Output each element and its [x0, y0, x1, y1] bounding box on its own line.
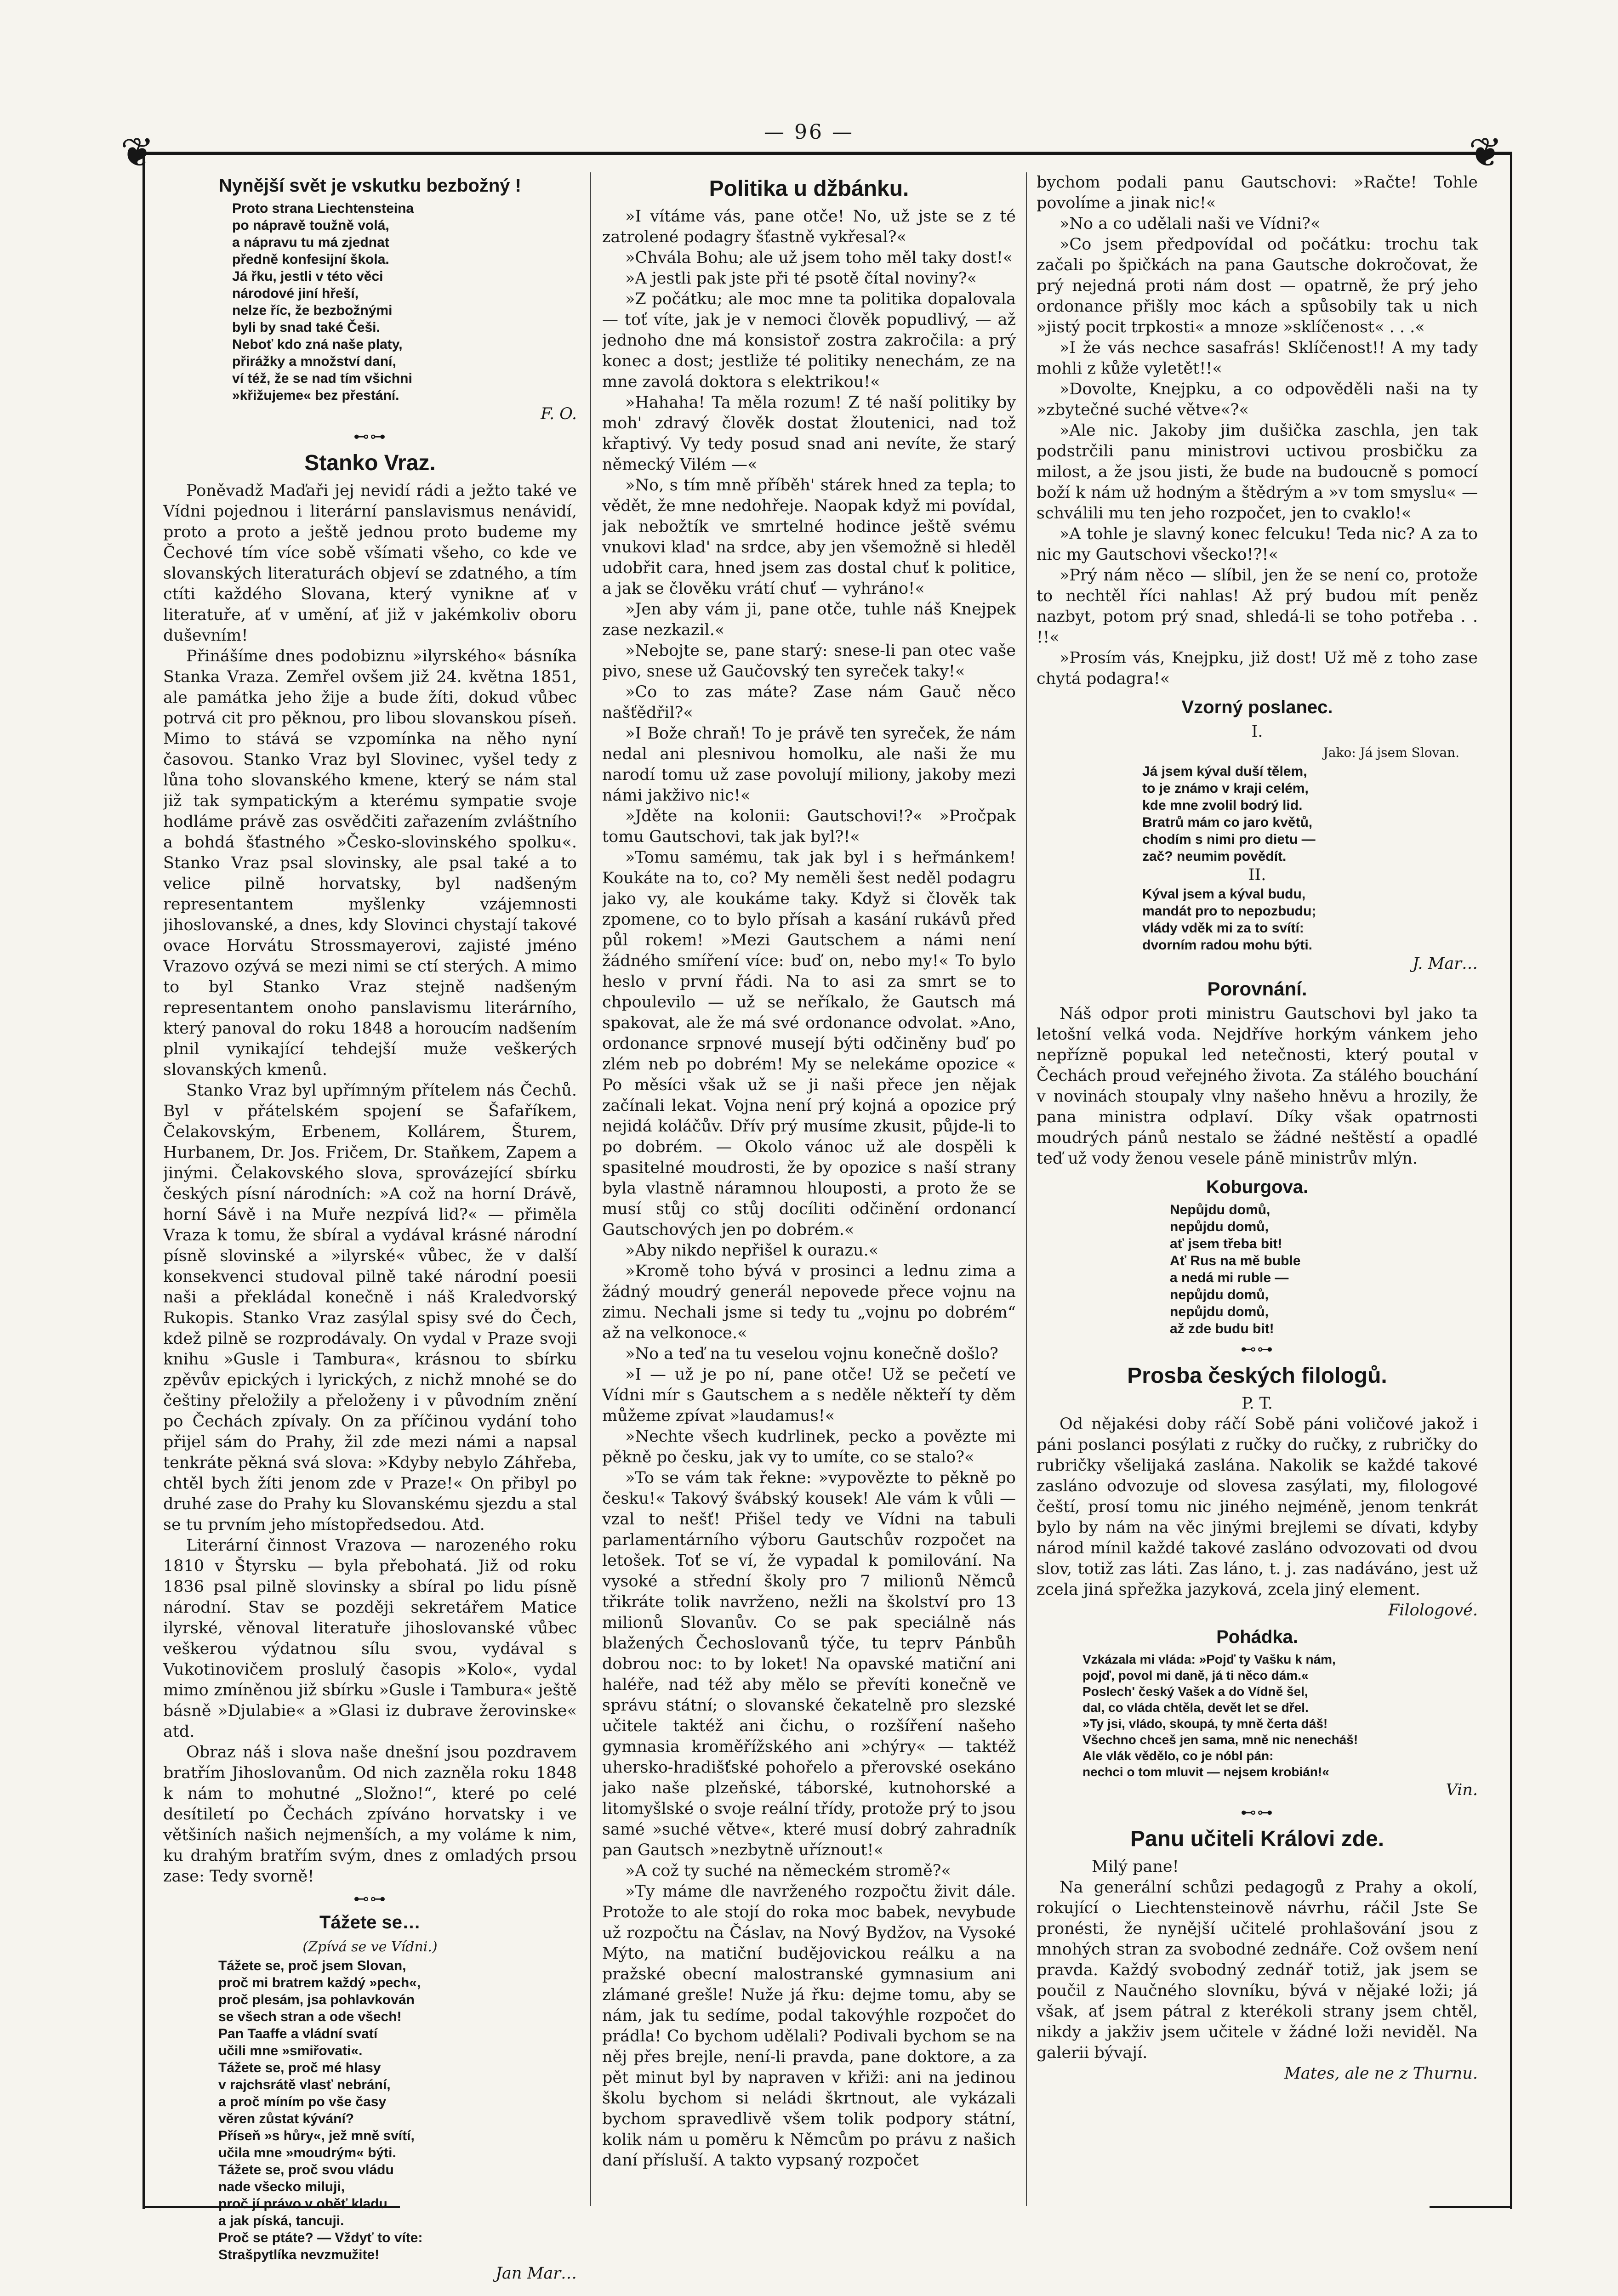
verse-line: a nápravu tu má zjednat [232, 235, 389, 250]
verse-line: proč jí právo v oběť kladu [218, 2196, 387, 2211]
article-paragraph: Obraz náš i slova naše dnešní jsou pozdravem bratřím Jihoslovanům. Od nich zazněla roku 1848 k nám to mohutné „Složno!“, které po celé desítiletí po Čechách zpíváno horvatsky i ve většiních našich nejmenších, a my voláme k nim, ku drahým bratřím svým, dnes z omladých prsou zase: Tedy svorně! [163, 1743, 577, 1886]
article-paragraph: »Jděte na kolonii: Gautschovi!?« »Pročpak tomu Gautschovi, tak jak byl?!« [602, 807, 1016, 846]
verse-line: národové jiní hřeší, [232, 286, 359, 301]
verse-line: ví též, že se nad tím všichni [232, 371, 412, 386]
poem-stanza [1037, 886, 1478, 954]
article-paragraph: »No a co udělali naši ve Vídni?« [1060, 215, 1321, 233]
verse-line: a nedá mi ruble — [1170, 1270, 1289, 1285]
article-paragraph: »No, s tím mně příběh' stárek hned za tepla; to vědět, že mne nedohřeje. Naopak když mi povídal, jak nebožtík ve smrtelné hodince ještě svému vnukovi klad' na srdce, aby jen všemožně si hleděl udobřit cara, hned jsem zas dostal chuť k politice, a jak se člověku vrátí chuť — vyhráno!« [602, 476, 1016, 598]
poem-title: Nynější svět je vskutku bezbožný ! [219, 176, 521, 196]
verse-line: nepůjdu domů, [1170, 1287, 1269, 1302]
article-paragraph: »Ty máme dle navrženého rozpočtu živit dále. Protože to ale stojí do roka moc babek, nevybude už rozpočtu na Čáslav, na Nový Bydžov, na Vysoké Mýto, na matiční budějovickou reálku a na pražské obecní malostranské gymnasium ani zlámané grešle! Nuže já řku: dejme tomu, aby se nám, jak tu sedíme, podal takovýhle rozpočet do prádla! Co bychom udělali? Podivali bychom se na něj přes brejle, není-li pravda, pane doktore, a za pět minut byl by napraven v křiži: ani na jedinou školu bychom si neládi škrtnout, ale vykázali bychom spravedlivě všem tolik podpory státní, kolik nám u poměru k Němcům po právu z našich daní přísluší. A takto vypsaný rozpočet [602, 1882, 1016, 2170]
column-left [163, 172, 577, 2296]
verse-line: věren zůstat kývání? [218, 2111, 354, 2126]
column-divider [590, 172, 591, 2206]
poem-section-number: I. [1251, 722, 1263, 741]
poem-stanza [1037, 763, 1478, 865]
verse-line: Já řku, jestli v této věci [232, 269, 383, 284]
poem-signature: F. O. [541, 405, 577, 423]
poem-subtitle: (Zpívá se ve Vídni.) [302, 1939, 438, 1955]
article-paragraph: bychom podali panu Gautschovi: »Račte! Tohle povolíme a jinak nic!« [1037, 173, 1478, 212]
verse-line: Pan Taaffe a vládní svatí [218, 2026, 378, 2041]
article-paragraph: »Co jsem předpovídal od počátku: trochu tak začali po špičkách na pana Gautsche dokročovat, že prý nejedná proti nám dost — opatrně, že prý jeho ordonance přišly moc kách a spůsobily tak u nich »jistý pocit trpkosti« a mnoze »sklíčenost« . . .« [1037, 235, 1478, 336]
verse-line: Poslech' český Vašek a do Vídně šel, [1082, 1684, 1308, 1699]
verse-line: nepůjdu domů, [1170, 1304, 1269, 1319]
article-paragraph: »Nebojte se, pane starý: snese-li pan otec vaše pivo, snese už Gaučovský ten syreček taky!« [602, 642, 1016, 681]
poem-title: Koburgova. [1206, 1177, 1309, 1197]
verse-line: až zde budu bit! [1170, 1321, 1274, 1336]
divider-ornament-icon: ⊷⊶ [353, 1890, 387, 1908]
verse-line: Strašpytlíka nevzmužite! [218, 2247, 380, 2262]
article-title: Politika u džbánku. [709, 176, 909, 201]
verse-line: dal, co vláda chtěla, devět let se dřel. [1082, 1700, 1309, 1715]
article-paragraph: »Ale nic. Jakoby jim dušička zaschla, jen tak podstrčili panu ministrovi uctivou prosbičku za milost, a že jsou jisti, že bude na budoucně s pomocí boží k nám už hodným a štědrým a »v tom smyslu« — schválili mu ten jeho rozpočet, jen to cvaklo!« [1037, 421, 1478, 523]
article-paragraph: »Z počátku; ale moc mne ta politika dopalovala — toť víte, jak je v nemoci člověk popudlivý, — až jednoho dne má konsistoř zostra zakročila: a prý konec a dost; jestliže té politiky nenechám, ze na mne zavolá doktora s elektrikou!« [602, 290, 1016, 391]
article-paragraph: »I vítáme vás, pane otče! No, už jste se z té zatrolené podagry šťastně vykřesal?« [602, 207, 1016, 246]
verse-line: »křižujeme« bez přestání. [232, 388, 399, 403]
article-paragraph: »No a teď na tu veselou vojnu konečně došlo? [625, 1345, 998, 1363]
article-subtitle: P. T. [1241, 1394, 1273, 1413]
divider-ornament-icon: ⊷⊶ [1241, 1340, 1274, 1358]
verse-line: nelze říc, že bezbožnými [232, 303, 393, 318]
verse-line: proč plesám, jsa pohlavkován [218, 1992, 415, 2007]
verse-line: v rajchsrátě vlasť nebrání, [218, 2077, 391, 2092]
poem-title: Tážete se… [319, 1912, 421, 1932]
article-paragraph: Přinášíme dnes podobiznu »ilyrského« básníka Stanka Vraza. Zemřel ovšem již 24. května 1851, ale památka jeho žije a bude žíti, dokud vůbec potrvá cit pro pěknou, pro libou slovanskou píseň. Mimo to stává se vzpomínka na něho nyní časovou. Stanko Vraz byl Slovinec, vyšel tedy z lůna toho slovanského kmene, který se nám stal již tak sympatickým a kterému sympatie svoje hodláme právě zas osvědčiti zařazením zvláštního a bohdá šťastného »Česko-slovinského spolku«. Stanko Vraz psal slovinsky, ale psal také a to velice pilně horvatsky, byl nadšeným representantem myšlenky vzájemnosti jihoslovanské, a dnes, kdy Slovinci chystají takové ovace Horvátu Strossmayerovi, zajisté jméno Vrazovo ozývá se mezi nimi se ctí sterých. A mimo to byl Stanko Vraz stejně nadšeným representantem onoho panslavismu literárního, který panoval do roku 1848 a horoucím nadšením plnil vynikající tehdejší muže veškerých slovanských kmenů. [163, 647, 577, 1079]
article-paragraph: »To se vám tak řekne: »vypovězte to pěkně po česku!« Takový švábský kousek! Ale vám k vůli — vzal to nešť! Přišel tedy ve Vídni na tabuli parlamentárního výboru Gautschův rozpočet na letošek. Toť se ví, že vypadal k pomilování. Na vysoké a střední školy pro 7 milionů Němců třikráte tolik navrženo, nežli na školství pro 13 milionů Slovanův. Co se pak speciálně nás blažených Čechoslovanů týče, tu teprv Pánbůh dobrou noc: to by loket! Na opavské matiční ani haléře, nad též aby mělo se převíti konečně ve správu státní; o slovanské čekatelně pro slezské učitele taktéž ani čichu, o rozšíření našeho gymnasia kroměřížského ani »chýry« — taktéž uhersko-hradišťské pohořelo a přerovské osekáno jako naše plzeňské, táborské, kutnohorské a litomyšlské o svoje reální třídy, protože prý to jsou samé »suché větve«, které musí dobrý zahradník pan Gautsch »nezbytně uříznout!« [602, 1469, 1016, 1859]
verse-line: to je známo v kraji celém, [1142, 781, 1309, 796]
letter-greeting: Milý pane! [1092, 1858, 1179, 1876]
divider-ornament-icon: ⊷⊶ [353, 427, 387, 446]
verse-line: Proč se ptáte? — Vždyť to víte: [218, 2230, 423, 2245]
article-paragraph: Od nějakési doby ráčí Sobě páni voličové jakož i páni poslanci posýlati z ručky do ručky, z rubričky do rubričky všelijaká zaslána. Nakolik se každé takové zasláno odvozuje od slovesa zasýlati, my, filologové čeští, prosí tomu nic jiného nejméně, jenom tenkrát bylo by nám na věc jinými brejlemi se dívati, kdyby národ mínil každé takové zasláno odvozovati od dvou slov, totiž zas láti. Zas láno, t. j. zas nadáváno, jest už zcela jiná spřežka jazyková, zcela jiný element. [1037, 1415, 1478, 1599]
article-title: Stanko Vraz. [304, 451, 436, 475]
poem-title: Pohádka. [1216, 1627, 1298, 1647]
article-paragraph: Stanko Vraz byl upřímným přítelem nás Čechů. Byl v přátelském spojení se Šafaříkem, Čelakovským, Erbenem, Kollárem, Šturem, Hurbanem, Dr. Jos. Fričem, Dr. Staňkem, Zapem a jinými. Čelakovského slova, sprovázející sbírku českých písní národních: »A což na horní Drávě, horní Sávě i na Muře nezpívá lid?« — přiměla Vraza k tomu, že sbíral a vydával krásné národní písně slovinské a »ilyrské« vůbec, že v další konsekvenci studoval pilně také národní poesii naši a překládal konečně i náš Kraledvorský Rukopis. Stanko Vraz zasýlal spisy své do Čech, kdež pilně se rozprodávaly. On vydal v Praze svoji knihu »Gusle i Tambura«, krásnou to sbírku zpěvův epických i lyrických, z nichž mnohé se do češtiny přeložily a přeloženy i v původním znění po Čechách zpívaly. On za příčinou vydání toho přijel sám do Prahy, žil zde mezi námi a napsal tenkráte pěkná svá slova: »Kdyby nebylo Záhřeba, chtěl bych žíti jenom zde v Praze!« On přibyl po druhé zase do Prahy ku Slovanskému sjezdu a stal se tu prvním jeho místopředsedou. Atd. [163, 1081, 577, 1534]
article-paragraph: Literární činnost Vrazova — narozeného roku 1810 v Štyrsku — byla přebohatá. Již od roku 1836 psal pilně slovinsky a sbíral po lidu písně národní. Stav se později sekretářem Matice ilyrské, věnoval literatuře jihoslovanské vůbec veškerou výdatnou sílu svou, vydával s Vukotinovičem proslulý časopis »Kolo«, vydal mimo zmíněnou již sbírku »Gusle i Tambura« ještě básně »Djulabie« a »Glasi iz dubrave žerovinske« atd. [163, 1536, 577, 1741]
article-paragraph: »Jen aby vám ji, pane otče, tuhle náš Knejpek zase nezkazil.« [602, 600, 1016, 639]
verse-line: Všechno chceš jen sama, mně nic nenecháš! [1082, 1733, 1358, 1747]
column-right [1037, 172, 1478, 2296]
divider-ornament-icon: ⊷⊶ [1241, 1803, 1274, 1822]
verse-line: a proč míním po vše časy [218, 2094, 387, 2109]
verse-line: přirážky a množství daní, [232, 354, 396, 369]
poem-signature: Vin. [1446, 1781, 1478, 1799]
verse-line: ať jsem třeba bit! [1170, 1236, 1282, 1251]
article-paragraph: »Prosím vás, Knejpku, již dost! Už mě z toho zase chytá podagra!« [1037, 649, 1478, 688]
verse-line: Tážete se, proč jsem Slovan, [218, 1958, 406, 1973]
article-paragraph: »A tohle je slavný konec felcuku! Teda nic? A za to nic my Gautschovi všecko!?!« [1037, 525, 1478, 564]
verse-line: zač? neumim povědít. [1142, 849, 1287, 864]
verse-line: předně konfesijní škola. [232, 252, 389, 267]
poem-signature: J. Mar… [1413, 955, 1478, 973]
verse-line: proč mi bratrem každý »pech«, [218, 1975, 421, 1990]
article-paragraph: Náš odpor proti ministru Gautschovi byl jako ta letošní velká voda. Nejdříve horkým vánkem jeho nepříznĕ popukal led netečnosti, který poutal v Čechách proud veřejného života. Za stálého bouchání v novinách stoupaly vlny našeho hněvu a hrozily, že pana ministra odplaví. Díky však opatrnosti moudrých pánů nestalo se žádné neštěstí a opadlé teď už vody ženou vesele pánĕ ministrův mlýn. [1037, 1005, 1478, 1168]
verse-line: nepůjdu domů, [1170, 1219, 1269, 1234]
poem-section-number: II. [1248, 866, 1266, 884]
verse-line: kde mne zvolil bodrý lid. [1142, 798, 1303, 813]
article-paragraph: »Kromě toho bývá v prosinci a lednu zima a žádný moudrý generál nepovede přece vojnu na zimu. Nechali jsme si tedy tu „vojnu po dobrém“ až na velkonoce.« [602, 1262, 1016, 1342]
verse-line: Ať Rus na mě buble [1170, 1253, 1301, 1268]
verse-line: učili mne »smiřovati«. [218, 2043, 363, 2058]
article-paragraph: »A jestli pak jste při té psotě čítal noviny?« [625, 269, 977, 288]
verse-line: Kýval jsem a kýval budu, [1142, 887, 1306, 902]
verse-line: Neboť kdo zná naše platy, [232, 337, 403, 352]
article-paragraph: »Tomu samému, tak jak byl i s heřmánkem! Koukáte na to, co? My neměli šest neděl podagru jako vy, ale koukáme taky. Když si člověk tak zpomene, co to bylo přísah a kasání rukávů před půl rokem! »Mezi Gautschem a námi není žádného smíření více: buď on, nebo my!« To bylo heslo v první řádi. Na to asi za smrt se to chpoulevilo — už se neříkalo, že Gautsch má spakovat, ale že má své ordonance odvolat. »Ano, ordonance srpnové musejí býti odčiněny buď po zlém neb po dobrém! My se nelekáme opozice « Po měsíci však už se ji naši přece jen nějak začínali lekat. Vojna není prý kojná a opozice prý nejidá koláčův. Dřív prý musíme zkusit, půjde-li to po dobrém. — Okolo vánoc už ale dospěli k spasitelné moudrosti, že by opozice s naší strany byla vlastně náramnou hlouposti, a proto že se musí stůj co stůj docíliti odčinění ordonancí Gautschových jen po dobrém.« [602, 848, 1016, 1239]
article-title: Panu učiteli Královi zde. [1130, 1827, 1384, 1851]
poem-stanza [1037, 1651, 1478, 1780]
article-paragraph: »I Bože chraň! To je právě ten syreček, že nám nedal ani plesnivou homolku, ale naši že mu narodí tomu už zase povolují miliony, jakoby mezi námi jakživo nic!« [602, 724, 1016, 805]
verse-line: Tážete se, proč svou vládu [218, 2162, 394, 2177]
verse-line: Nepůjdu domů, [1170, 1202, 1270, 1217]
poem-stanza [1037, 1201, 1478, 1337]
corner-ornament-left-icon: ❦ [120, 129, 154, 176]
poem-stanza [163, 200, 577, 404]
verse-line: pojď, povol mi daně, já ti něco dám.« [1082, 1668, 1309, 1682]
verse-line: Bratrů mám co jaro květů, [1142, 815, 1313, 830]
article-paragraph: »Hahaha! Ta měla rozum! Z té naší politiky by moh' zdravý člověk dostat žloutenici, nad tož křaptivý. Vy tedy posud snad ani nevíte, že starý německý Vilém —« [602, 393, 1016, 474]
article-paragraph: »Chvála Bohu; ale už jsem toho měl taky dost!« [625, 249, 1013, 267]
verse-line: se všech stran a ode všech! [218, 2009, 402, 2024]
poem-epigraph: Jako: Já jsem Slovan. [1323, 745, 1459, 760]
verse-line: nade všecko miluji, [218, 2179, 345, 2194]
verse-line: nechci o tom mluvit — nejsem krobián!« [1082, 1765, 1329, 1779]
column-divider [1026, 172, 1027, 2206]
verse-line: »Ty jsi, vládo, skoupá, ty mně čerta dáš! [1082, 1716, 1328, 1731]
verse-line: učila mne »moudrým« býti. [218, 2145, 396, 2160]
verse-line: a jak píská, tancuji. [218, 2213, 344, 2228]
poem-stanza [163, 1957, 577, 2263]
verse-line: po nápravě toužně volá, [232, 218, 389, 233]
poem-signature: Jan Mar… [496, 2264, 577, 2283]
verse-line: dvorním radou mohu býti. [1142, 938, 1313, 953]
article-paragraph: »Dovolte, Knejpku, a co odpověděli naši na ty »zbytečné suché větve«?« [1037, 380, 1478, 419]
verse-line: Já jsem kýval duší tělem, [1142, 764, 1307, 779]
verse-line: Tážete se, proč mé hlasy [218, 2060, 381, 2075]
poem-title: Vzorný poslanec. [1181, 697, 1333, 717]
article-title: Prosba českých filologů. [1127, 1364, 1387, 1388]
article-paragraph: »Co to zas máte? Zase nám Gauč něco našťědřil?« [602, 683, 1016, 722]
corner-ornament-right-icon: ❦ [1469, 129, 1503, 176]
verse-line: Příseň »s hůry«, jež mně svítí, [218, 2128, 415, 2143]
article-paragraph: »Prý nám něco — slíbil, jen že se není co, protože to nechtěl říci nahlas! Až prý budou mít peněz nazbyt, potom prý snad, shledá-li se toho potřeba . . !!« [1037, 566, 1478, 647]
page-number: — 96 — [764, 120, 854, 144]
article-paragraph: »Nechte všech kudrlinek, pecko a povězte mi pěkně po česku, jak vy to umíte, co se stalo?« [602, 1427, 1016, 1466]
article-signature: Mates, ale ne z Thurnu. [1284, 2064, 1478, 2083]
article-paragraph: »A což ty suché na německém stromě?« [625, 1862, 951, 1880]
verse-line: mandát pro to nepozbudu; [1142, 904, 1316, 919]
verse-line: chodím s nimi pro dietu — [1142, 832, 1316, 847]
article-title: Porovnání. [1207, 978, 1307, 1000]
verse-line: vlády vděk mi za to svítí: [1142, 921, 1304, 936]
column-middle [602, 172, 1016, 2296]
article-paragraph: Na generální schůzi pedagogů z Prahy a okolí, rokující o Liechtensteinově návrhu, ráčil Jste Se pronésti, že nynější učitelé prohlašování jsou z mnohých stran za svobodné zednáře. Což ovšem není pravda. Každý svobodný zednář totiž, jak jsem se poučil z Naučného slovníku, bývá v nějaké loži; já však, ať jsem pátral z kterékoli strany jsem chtěl, nikdy a jakživ jsem učitele v žádné loži neviděl. Na galerii bývají. [1037, 1878, 1478, 2062]
article-paragraph: Poněvadž Maďaři jej nevidí rádi a ježto také ve Vídni pojednou i literární panslavismus nenávidí, proto a proto a ještě jednou proto budeme my Čechové tím více sobě všímati všeho, co kde ve slovanských literaturách objeví se zdatného, a tím ctíti každého Slovana, který vynikne ať v literatuře, ať v umění, ať již v jakémkoliv oboru duševním! [163, 482, 577, 645]
verse-line: Vzkázala mi vláda: »Pojď ty Vašku k nám, [1082, 1652, 1336, 1666]
article-paragraph: »Aby nikdo nepřišel k ourazu.« [625, 1241, 879, 1260]
article-paragraph: »I že vás nechce sasafrás! Sklíčenost!! A my tady mohli z kůže vyletět!!« [1037, 339, 1478, 378]
verse-line: Proto strana Liechtensteina [232, 201, 414, 216]
verse-line: Ale vlák vědělo, co je nóbl pán: [1082, 1749, 1274, 1763]
verse-line: byli by snad také Češi. [232, 320, 380, 335]
article-paragraph: »I — už je po ní, pane otče! Už se pečetí ve Vídni mír s Gautschem a s neděle někteří ty děm můžeme zpívat »laudamus!« [602, 1365, 1016, 1425]
article-signature: Filologové. [1388, 1601, 1478, 1620]
